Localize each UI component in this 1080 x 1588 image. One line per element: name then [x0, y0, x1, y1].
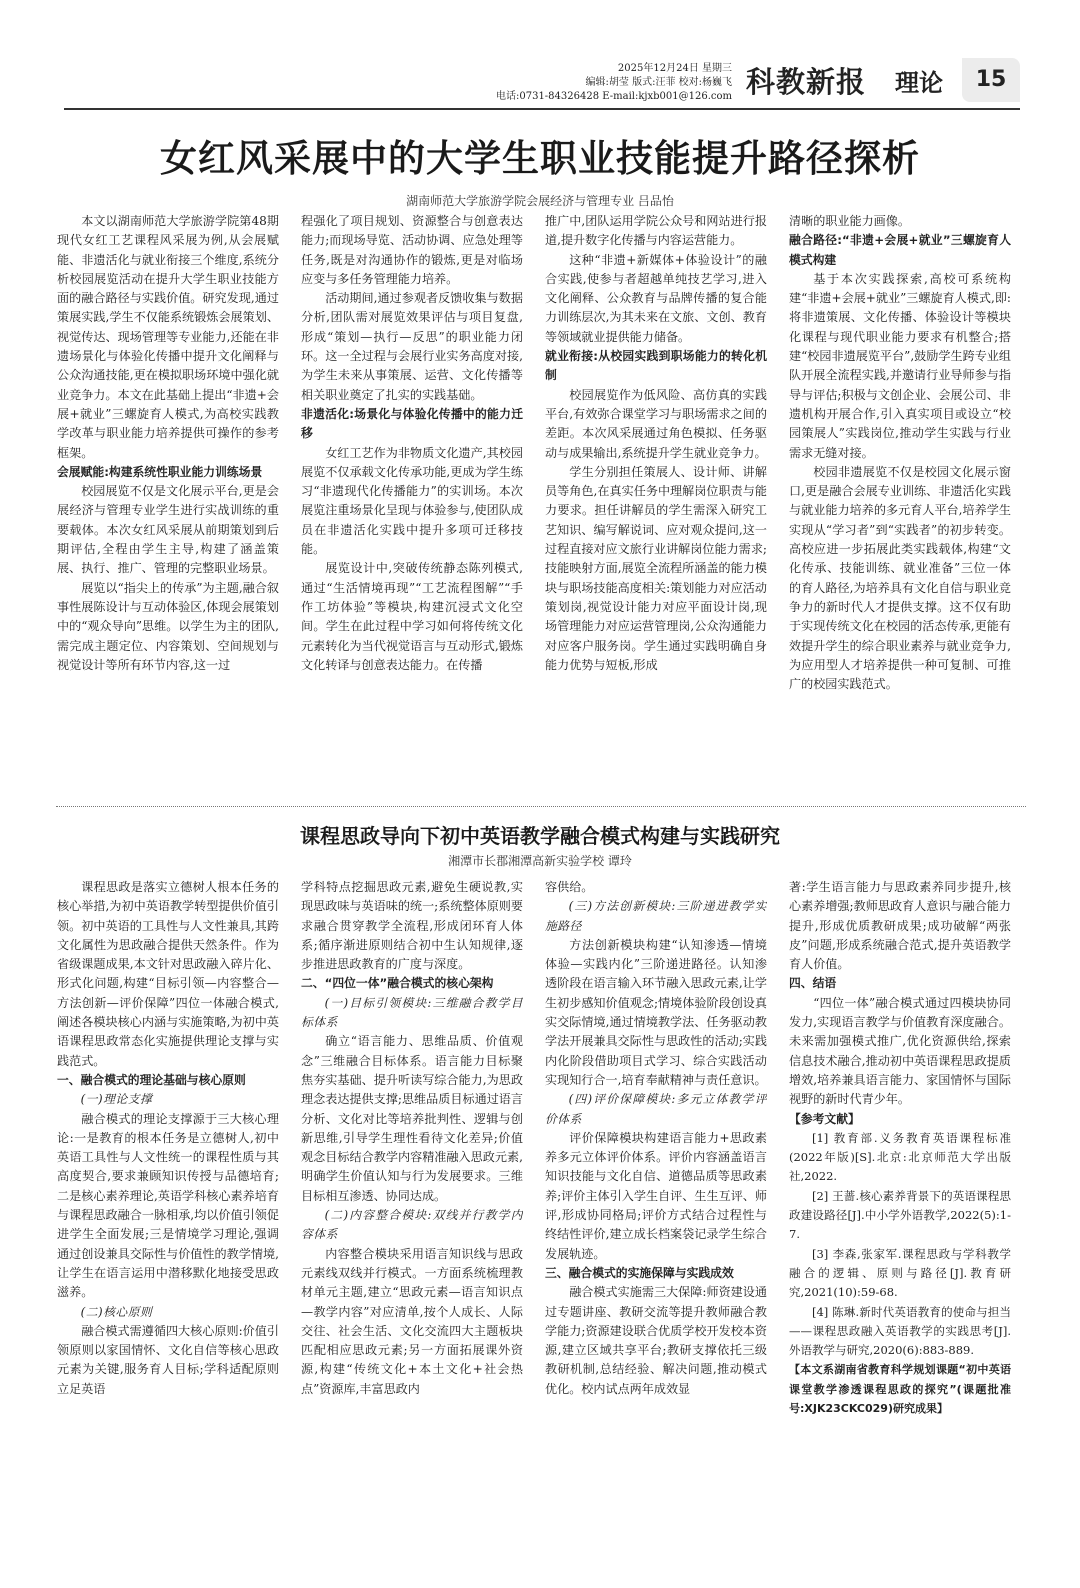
article1-title: 女红风采展中的大学生职业技能提升路径探析	[160, 137, 920, 180]
module-heading: (一)目标引领模块:三维融合教学目标体系	[301, 995, 523, 1030]
subheading: 【参考文献】	[789, 1111, 860, 1126]
subheading: 非遗活化:场景化与体验化传播中的能力迁移	[301, 406, 523, 441]
paragraph: 本文以湖南师范大学旅游学院第48期现代女红工艺课程风采展为例,从会展赋能、非遗活化与就业衔接三个维度,系统分析校园展览活动在提升大学生职业技能方面的融合路径与实践价值。研究发现,通过策展实践,学生不仅能系统锻炼会展策划、视觉传达、现场管理等专业能力,还能在非遗场景化与体验化传播中提升文化阐释与公众沟通技能,更在模拟职场环境中强化就业竞争力。本文在此基础上提出“非遗+会展+就业”三螺旋育人模式,为高校实践教学改革与职业能力培养提供可操作的参考框架。	[57, 214, 279, 460]
paragraph-continued: 著:学生语言能力与思政素养同步提升,核心素养增强;教师思政育人意识与融合能力提升,形成优质教研成果;成功破解“两张皮”问题,形成系统融合范式,提升英语教学育人价值。	[789, 880, 1011, 972]
paragraph: 学生分别担任策展人、设计师、讲解员等角色,在真实任务中理解岗位职责与能力要求。担任讲解员的学生需深入研究工艺知识、编写解说词、应对观众提问,这一过程直接对应文旅行业讲解岗位能力需求;技能映射方面,展览全流程所涵盖的能力模块与职场技能高度相关:策划能力对应活动策划岗,视觉设计能力对应平面设计岗,现场管理能力对应运营管理岗,公众沟通能力对应客户服务岗。学生通过实践明确自身能力优势与短板,形成	[545, 464, 767, 672]
paragraph: 校园非遗展览不仅是校园文化展示窗口,更是融合会展专业训练、非遗活化实践与就业能力培养的多元育人平台,培养学生实现从“学习者”到“实践者”的初步转变。高校应进一步拓展此类实践载体,构建“文化传承、技能训练、就业准备”三位一体的育人路径,为培养具有文化自信与职业竞争力的新时代人才提供支撑。这不仅有助于实现传统文化在校园的活态传承,更能有效提升学生的综合职业素养与就业竞争力,为应用型人才培养提供一种可复制、可推广的校园实践范式。	[789, 464, 1011, 692]
article-separator	[56, 806, 1026, 807]
paragraph: 评价保障模块构建语言能力+思政素养多元立体评价体系。评价内容涵盖语言知识技能与文化自信、道德品质等思政素养;评价主体引入学生自评、生生互评、师评,形成协同格局;评价方式结合过程性与终结性评价,建立成长档案袋记录学生综合发展轨迹。	[545, 1130, 767, 1261]
reference: [2] 王蔷.核心素养背景下的英语课程思政建设路径[J].中小学外语教学,2022(5):1-7.	[789, 1188, 1011, 1242]
article2-byline: 湘潭市长郡湘潭高新实验学校 谭玲	[448, 854, 632, 868]
paragraph-continued: 容供给。	[545, 880, 594, 894]
paragraph: 方法创新模块构建“认知渗透—情境体验—实践内化”三阶递进路径。认知渗透阶段在语言输入环节融入思政元素,让学生初步感知价值观念;情境体验阶段创设真实交际情境,通过情境教学法、任务驱动教学法开展兼具交际性与思政性的活动;实践内化阶段借助项目式学习、综合实践活动实现知行合一,培育奉献精神与责任意识。	[545, 937, 767, 1087]
article2-column-3	[545, 878, 767, 1574]
paragraph: 展览以“指尖上的传承”为主题,融合叙事性展陈设计与互动体验区,体现会展策划中的“观众导向”思维。以学生为主的团队,需完成主题定位、内容策划、空间规划与视觉设计等所有环节内容,这一过	[57, 580, 279, 672]
funding-note: 【本文系湖南省教育科学规划课题“初中英语课堂教学渗透课程思政的探究”(课题批准号:XJK23CKC029)研究成果】	[789, 1363, 1011, 1416]
paragraph: 内容整合模块采用语言知识线与思政元素线双线并行模式。一方面系统梳理教材单元主题,建立“思政元素—语言知识点—教学内容”对应清单,按个人成长、人际交往、社会生活、文化交流四大主题板块匹配相应思政元素;另一方面拓展课外资源,构建“传统文化+本土文化+社会热点”资源库,丰富思政内	[301, 1246, 523, 1396]
page-number: 15	[962, 58, 1020, 102]
subheading: 融合路径:“非遗+会展+就业”三螺旋育人模式构建	[789, 233, 1011, 267]
paragraph: 融合模式实施需三大保障:师资建设通过专题讲座、教研交流等提升教师融合教学能力;资源建设联合优质学校开发校本资源,建立区域共享平台;教研支撑依托三级教研机制,总结经验、解决问题,推动模式优化。校内试点两年成效显	[545, 1285, 767, 1396]
header-rule	[64, 108, 1020, 110]
issue-date: 2025年12月24日 星期三	[617, 63, 732, 74]
subheading: 四、结语	[789, 976, 837, 991]
masthead-info	[432, 62, 732, 104]
paragraph-continued: 程强化了项目规划、资源整合与创意表达能力;而现场导览、活动协调、应急处理等任务,既是对沟通协作的锻炼,更是对临场应变与多任务管理能力培养。	[301, 214, 523, 286]
paragraph: 融合模式的理论支撑源于三大核心理论:一是教育的根本任务是立德树人,初中英语工具性与人文性统一的课程性质与其高度契合,要求兼顾知识传授与品德培育;二是核心素养理论,英语学科核心素养培育与课程思政融合一脉相承,均以价值引领促进学生全面发展;三是情境学习理论,强调通过创设兼具交际性与价值性的教学情境,让学生在语言运用中潜移默化地接受思政滋养。	[57, 1111, 279, 1300]
subheading: 会展赋能:构建系统性职业能力训练场景	[57, 464, 263, 479]
paragraph: 校园展览不仅是文化展示平台,更是会展经济与管理专业学生进行实战训练的重要载体。本次女红风采展从前期策划到后期评估,全程由学生主导,构建了涵盖策展、执行、推广、管理的完整职业场景。	[57, 484, 279, 576]
paper-name-logo: 科教新报	[746, 65, 867, 99]
reference: [3] 李森,张家军.课程思政与学科教学融合的逻辑、原则与路径[J].教育研究,2021(10):59-68.	[789, 1246, 1011, 1300]
reference: [4] 陈琳.新时代英语教育的使命与担当——课程思政融入英语教学的实践思考[J].外语教学与研究,2020(6):883-889.	[789, 1304, 1011, 1358]
subheading: 二、“四位一体”融合模式的核心架构	[301, 976, 494, 991]
article1-column-4	[789, 212, 1011, 810]
article1-column-2	[301, 212, 523, 810]
paragraph: 这种“非遗+新媒体+体验设计”的融合实践,使参与者超越单纯技艺学习,进入文化阐释、公众教育与品牌传播的复合能力训练层次,为其未来在文旅、文创、教育等领域就业提供能力储备。	[545, 252, 767, 344]
paragraph: 基于本次实践探索,高校可系统构建“非遗+会展+就业”三螺旋育人模式,即:将非遗策展、文化传播、体验设计等模块化课程与现代职业能力要求有机整合;搭建“校园非遗展览平台”,鼓励学生跨专业组队开展全流程实践,并邀请行业导师参与指导与评估;积极与文创企业、会展公司、非遗机构开展合作,引入真实项目或设立“校园策展人”实践岗位,推动学生实践与行业需求无缝对接。	[789, 271, 1011, 460]
article1-column-1	[57, 212, 279, 810]
subheading: 三、融合模式的实施保障与实践成效	[545, 1265, 734, 1280]
module-heading: (四)评价保障模块:多元立体教学评价体系	[545, 1092, 767, 1126]
paragraph: 校园展览作为低风险、高仿真的实践平台,有效弥合课堂学习与职场需求之间的差距。本次风采展通过角色模拟、任务驱动与成果输出,系统提升学生就业竞争力。	[545, 387, 767, 460]
article2-column-2	[301, 878, 523, 1574]
paragraph-continued: 学科特点挖掘思政元素,避免生硬说教,实现思政味与英语味的统一;系统整体原则要求融合贯穿教学全流程,形成闭环育人体系;循序渐进原则结合初中生认知规律,逐步推进思政教育的广度与深度。	[301, 880, 523, 972]
editor-credits: 编辑:胡莹 版式:汪菲 校对:杨巍飞	[585, 77, 732, 88]
module-heading: (三)方法创新模块:三阶递进教学实施路径	[545, 899, 767, 933]
article2-column-4	[789, 878, 1011, 1574]
section-label: 理论	[895, 69, 943, 97]
paragraph-continued: 推广中,团队运用学院公众号和网站进行报道,提升数字化传播与内容运营能力。	[545, 214, 767, 248]
paragraph: 展览设计中,突破传统静态陈列模式,通过“生活情境再现”“工艺流程图解”“手作工坊体验”等模块,构建沉浸式文化空间。学生在此过程中学习如何将传统文化元素转化为当代视觉语言与互动形式,锻炼文化转译与创意表达能力。在传播	[301, 561, 523, 672]
paragraph: 确立“语言能力、思维品质、价值观念”三维融合目标体系。语言能力目标聚焦夯实基础、提升听读写综合能力,为思政理念表达提供支撑;思维品质目标通过语言分析、文化对比等培养批判性、逻辑与创新思维,引导学生理性看待文化差异;价值观念目标结合教学内容精准融入思政元素,明确学生价值认知与行为发展要求。三维目标相互渗透、协同达成。	[301, 1034, 523, 1203]
article2-column-1	[57, 878, 279, 1574]
reference: [1] 教育部.义务教育英语课程标准(2022年版)[S].北京:北京师范大学出版社,2022.	[789, 1130, 1011, 1184]
paragraph-continued: 清晰的职业能力画像。	[789, 214, 910, 228]
paragraph: 女红工艺作为非物质文化遗产,其校园展览不仅承载文化传承功能,更成为学生练习“非遗现代化传播能力”的实训场。本次展览注重场景化呈现与体验参与,使团队成员在非遗活化实践中提升多项可迁移技能。	[301, 445, 523, 557]
article1-column-3	[545, 212, 767, 810]
subheading: 就业衔接:从校园实践到职场能力的转化机制	[545, 349, 767, 383]
article1-byline: 湖南师范大学旅游学院会展经济与管理专业 吕品怡	[406, 194, 674, 208]
paragraph: 课程思政是落实立德树人根本任务的核心举措,为初中英语教学转型提供价值引领。初中英语的工具性与人文性兼具,其跨文化属性为思政融合提供天然条件。作为省级课题成果,本文针对思政融入碎片化、形式化问题,构建“目标引领—内容整合—方法创新—评价保障”四位一体融合模式,阐述各模块核心内涵与实施策略,为初中英语课程思政常态化实施提供理论支撑与实践范式。	[57, 880, 279, 1068]
paragraph: 融合模式需遵循四大核心原则:价值引领原则以家国情怀、文化自信等核心思政元素为关键,服务育人目标;学科适配原则立足英语	[57, 1323, 279, 1396]
module-heading: (一)理论支撑	[80, 1092, 153, 1107]
contact-line: 电话:0731-84326428 E-mail:kjxb001@126.com	[495, 91, 732, 102]
paragraph: “四位一体”融合模式通过四模块协同发力,实现语言教学与价值教育深度融合。未来需加强模式推广,优化资源供给,探索信息技术融合,推动初中英语课程思政提质增效,培养兼具语言能力、家国情怀与国际视野的新时代青少年。	[789, 995, 1011, 1107]
module-heading: (二)核心原则	[80, 1304, 153, 1319]
paragraph: 活动期间,通过参观者反馈收集与数据分析,团队需对展览效果评估与项目复盘,形成“策划—执行—反思”的职业能力闭环。这一全过程与会展行业实务高度对接,为学生未来从事策展、运营、文化传播等相关职业奠定了扎实的实践基础。	[301, 291, 523, 402]
article2-title: 课程思政导向下初中英语教学融合模式构建与实践研究	[300, 824, 780, 848]
module-heading: (二)内容整合模块:双线并行教学内容体系	[301, 1208, 523, 1242]
subheading: 一、融合模式的理论基础与核心原则	[57, 1072, 246, 1087]
